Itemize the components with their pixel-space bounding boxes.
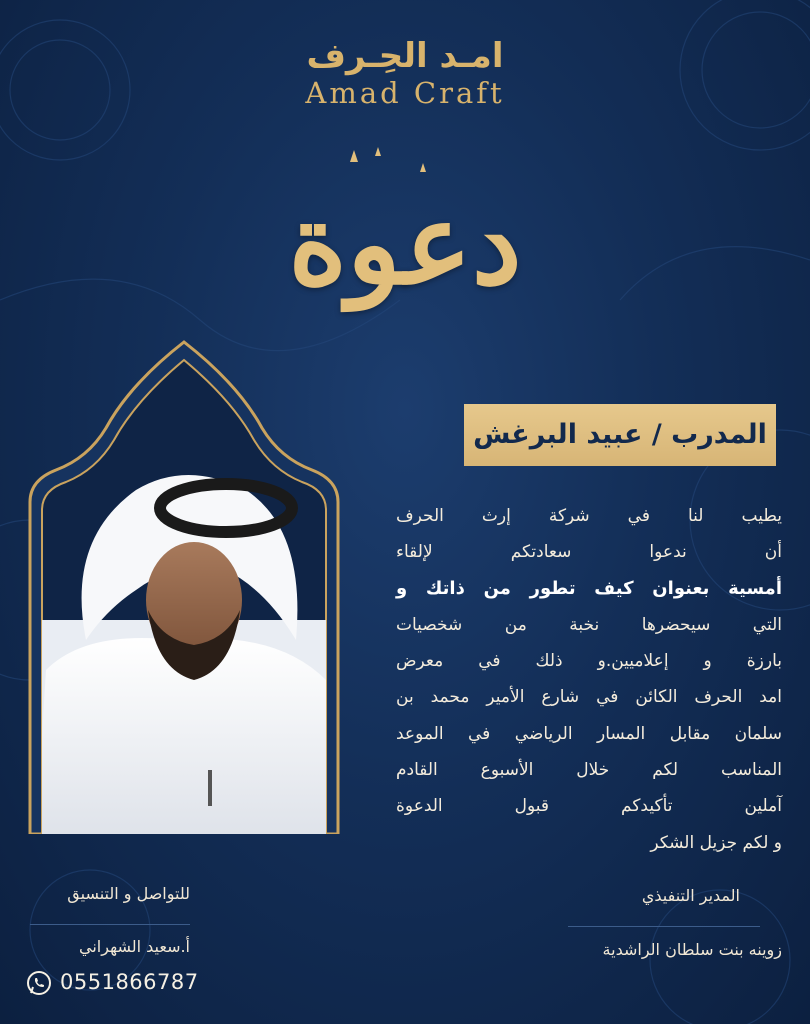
invitation-line: امد الحرف الكائن في شارع الأمير محمد بن [396,687,782,708]
invitation-line: و لكم جزيل الشكر [650,832,782,853]
executive-name: زوينه بنت سلطان الراشدية [602,940,782,959]
invitation-body [396,498,782,861]
invitation-line: التي سيحضرها نخبة من شخصيات [396,614,782,635]
brand-logo-arabic: امـد الحِـرف [306,36,504,76]
title-ornament [330,142,450,202]
invitation-line: آملين تأكيدكم قبول الدعوة [396,796,782,817]
contact-divider [30,924,190,925]
invitation-line: سلمان مقابل المسار الرياضي في الموعد [396,723,782,744]
brand-logo-english: Amad Craft [305,76,505,110]
executive-divider [568,926,760,927]
invitation-title: دعوة [288,179,522,310]
trainer-name-banner: المدرب / عبيد البرغش [464,404,776,466]
contact-name: أ.سعيد الشهراني [79,937,190,956]
invitation-line: أن ندعوا سعادتكم لإلقاء [396,542,782,563]
whatsapp-icon [26,970,52,996]
invitation-line: المناسب لكم خلال الأسبوع القادم [396,760,782,781]
invitation-line-highlight: أمسية بعنوان كيف تطور من ذاتك و [396,577,782,599]
contact-label: للتواصل و التنسيق [67,884,190,903]
invitation-line: بارزة و إعلاميين.و ذلك في معرض [396,651,782,672]
contact-phone[interactable]: 0551866787 [60,970,199,994]
portrait-frame [26,340,342,834]
invitation-line: يطيب لنا في شركة إرث الحرف [396,506,782,526]
executive-label: المدير التنفيذي [641,886,740,905]
